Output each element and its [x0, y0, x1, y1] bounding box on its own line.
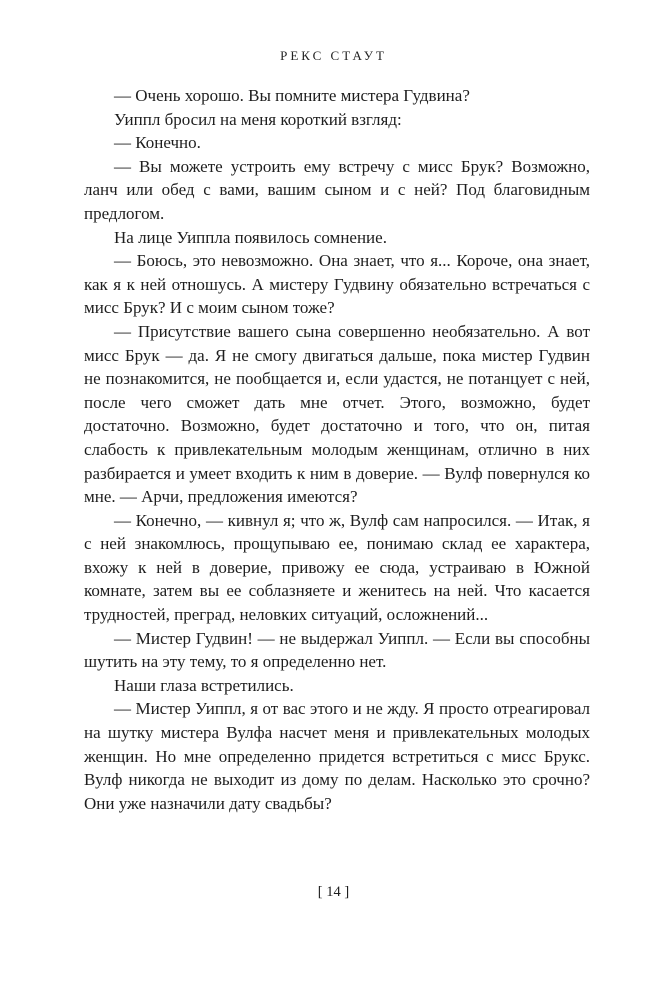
paragraph: — Вы можете устроить ему встречу с мисс Брук? Возможно, ланч или обед с вами, вашим сыном и с ней? Под благовидным предлогом. — [84, 156, 590, 223]
paragraph: — Конечно, — кивнул я; что ж, Вулф сам напросился. — Итак, я с ней знакомлюсь, прощупываю ее, понимаю склад ее характера, вхожу к ней в доверие, привожу ее сюда, устраиваю в Южной комнате, затем вы ее соблазняете и женитесь на ней. Что касается трудностей, преград, неловких ситуаций, осложнений... — [84, 510, 590, 625]
paragraph: — Боюсь, это невозможно. Она знает, что я... Короче, она знает, как я к ней отношусь. А мистеру Гудвину обязательно встречаться с мисс Брук? И с моим сыном тоже? — [84, 251, 590, 318]
paragraph: Уиппл бросил на меня короткий взгляд: — [114, 109, 402, 129]
text-block — [84, 84, 590, 815]
paragraph: — Мистер Гудвин! — не выдержал Уиппл. — Если вы способны шутить на эту тему, то я определенно нет. — [84, 628, 590, 672]
paragraph: — Мистер Уиппл, я от вас этого и не жду. Я просто отреагировал на шутку мистера Вулфа насчет меня и привлекательных молодых женщин. Но мне определенно придется встретиться с мисс Брукс. Вулф никогда не выходит из дому по делам. Насколько это срочно? Они уже назначили дату свадьбы? — [84, 699, 590, 813]
paragraph: — Присутствие вашего сына совершенно необязательно. А вот мисс Брук — да. Я не смогу двигаться дальше, пока мистер Гудвин не познакомится, не пообщается и, если удастся, не потанцует с ней, после чего сможет дать мне отчет. Этого, возможно, будет достаточно. Возможно, будет достаточно и того, что он, питая слабость к привлекательным молодым женщинам, отлично в них разбирается и умеет входить к ним в доверие. — Вулф повернулся ко мне. — Арчи, предложения имеются? — [84, 321, 590, 507]
running-head-author: РЕКС СТАУТ — [280, 48, 387, 63]
page-number: [ 14 ] — [317, 884, 350, 900]
paragraph: — Очень хорошо. Вы помните мистера Гудвина? — [114, 86, 470, 105]
paragraph: На лице Уиппла появилось сомнение. — [114, 227, 387, 247]
paragraph: — Конечно. — [114, 133, 201, 153]
paragraph: Наши глаза встретились. — [114, 675, 294, 695]
